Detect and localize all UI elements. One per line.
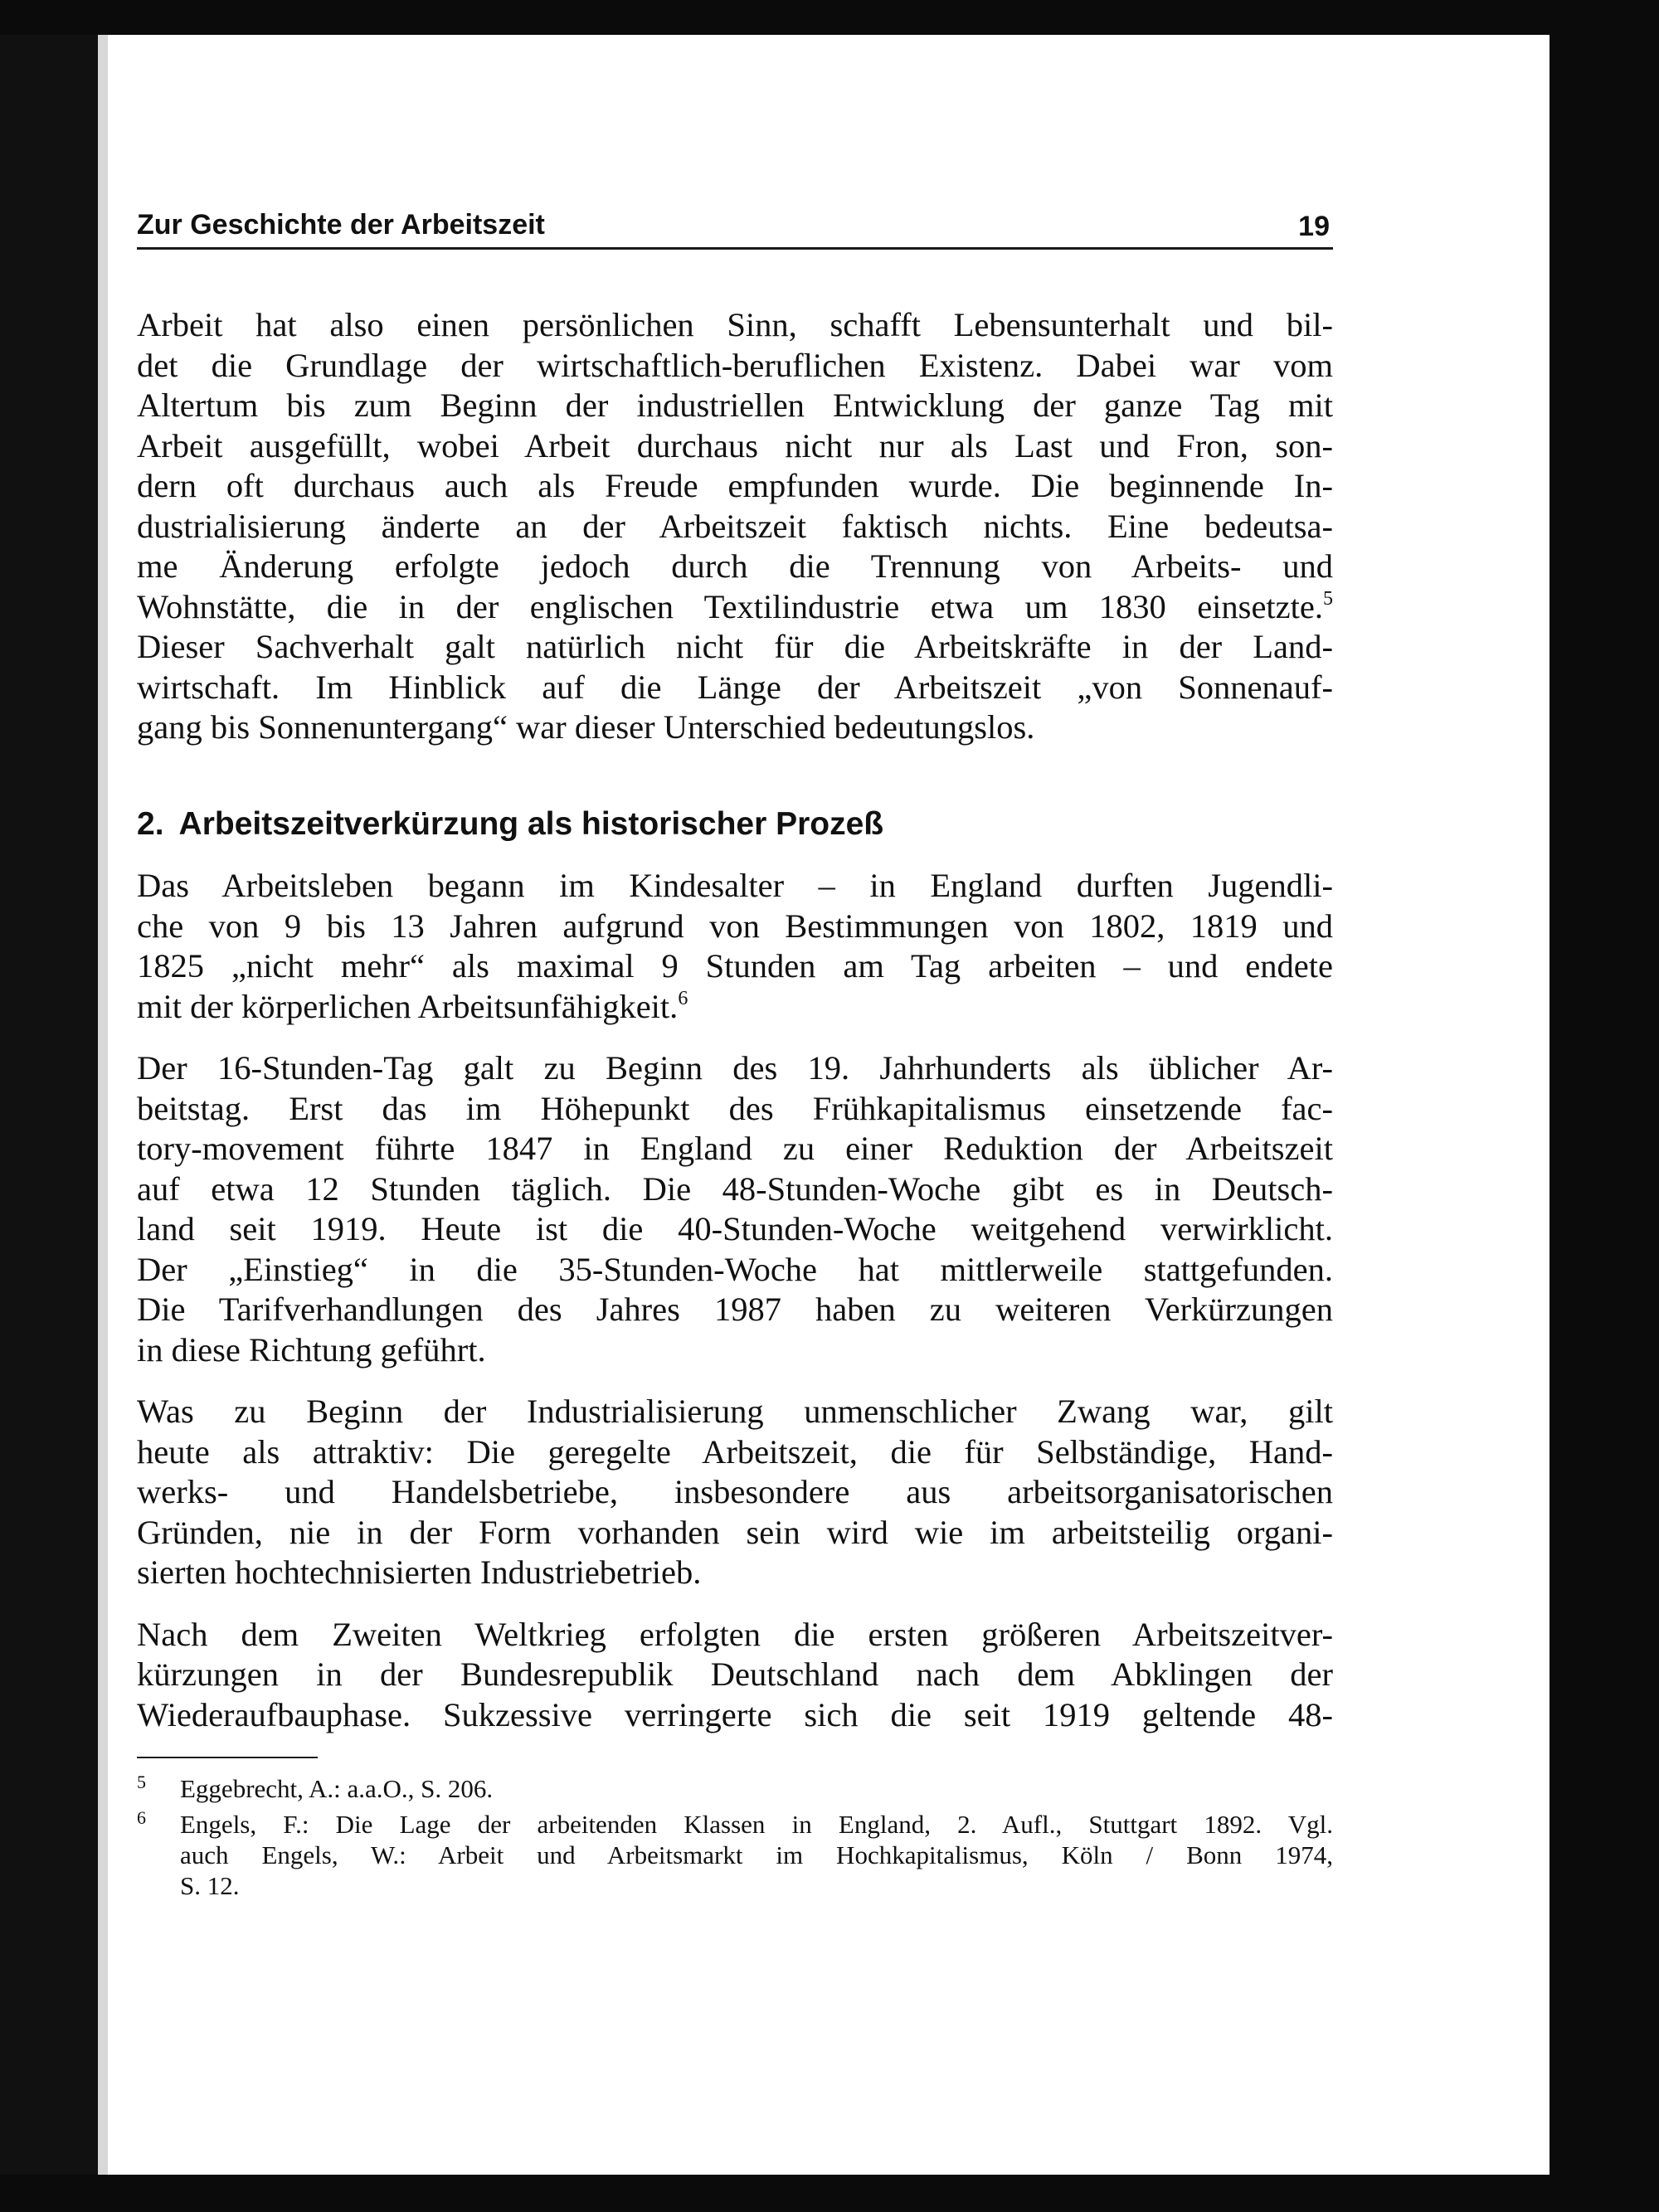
footnote-line: auch Engels, W.: Arbeit und Arbeitsmarkt im Hochkapitalismus, Köln / Bonn 1974, (180, 1840, 1333, 1869)
text-line: heute als attraktiv: Die geregelte Arbeitszeit, die für Selbständige, Hand- (137, 1432, 1333, 1471)
footnote-line: Eggebrecht, A.: a.a.O., S. 206. (180, 1774, 494, 1803)
section-title: Arbeitszeitverkürzung als historischer Prozeß (178, 805, 884, 842)
text-line: me Änderung erfolgte jedoch durch die Trennung von Arbeits- und (137, 547, 1333, 585)
text-line: Dieser Sachverhalt galt natürlich nicht für die Arbeitskräfte in der Land- (137, 628, 1333, 665)
footnote-6 (137, 1809, 1333, 1901)
text-line: dustrialisierung änderte an der Arbeitszeit faktisch nichts. Eine bedeutsa- (137, 507, 1333, 545)
paragraph-5 (137, 1615, 1333, 1736)
text-line: 1825 „nicht mehr“ als maximal 9 Stunden am Tag arbeiten – und endete (137, 947, 1333, 984)
paragraph-4 (137, 1392, 1333, 1593)
footnote-line: S. 12. (180, 1871, 240, 1900)
text-line: wirtschaft. Im Hinblick auf die Länge der Arbeitszeit „von Sonnenauf- (137, 668, 1333, 706)
footnotes (137, 1773, 1333, 1906)
text-line: Die Tarifverhandlungen des Jahres 1987 haben zu weiteren Verkürzungen (137, 1291, 1333, 1328)
text-line: Nach dem Zweiten Weltkrieg erfolgten die ersten größeren Arbeitszeitver- (137, 1615, 1333, 1653)
footnote-divider (137, 1757, 318, 1758)
text-line: Arbeit hat also einen persönlichen Sinn, schafft Lebensunterhalt und bil- (137, 306, 1333, 343)
text-line: Der „Einstieg“ in die 35-Stunden-Woche hat mittlerweile stattgefunden. (137, 1250, 1333, 1288)
footnote-ref-5[interactable]: 5 (1323, 587, 1333, 610)
text-line: Der 16-Stunden-Tag galt zu Beginn des 19. Jahrhunderts als üblicher Ar- (137, 1049, 1333, 1087)
text-fragment: mit der körperlichen Arbeitsunfähigkeit. (137, 987, 679, 1025)
text-line: sierten hochtechnisierten Industriebetrieb. (137, 1553, 702, 1591)
text-line: gang bis Sonnenuntergang“ war dieser Unterschied bedeutungslos. (137, 708, 1035, 746)
text-line: beitstag. Erst das im Höhepunkt des Frühkapitalismus einsetzende fac- (137, 1089, 1333, 1127)
text-line: tory-movement führte 1847 in England zu einer Reduktion der Arbeitszeit (137, 1130, 1333, 1167)
text-line: che von 9 bis 13 Jahren aufgrund von Bestimmungen von 1802, 1819 und (137, 907, 1333, 945)
text-line: dern oft durchaus auch als Freude empfunden wurde. Die beginnende In- (137, 467, 1333, 504)
footnote-line: Engels, F.: Die Lage der arbeitenden Klassen in England, 2. Aufl., Stuttgart 1892. Vgl. (180, 1810, 1333, 1839)
footnote-mark: 5 (137, 1772, 146, 1792)
running-title: Zur Geschichte der Arbeitszeit (137, 209, 545, 241)
footnote-mark: 6 (137, 1807, 146, 1828)
paragraph-2 (137, 866, 1333, 1027)
body-text (137, 305, 1333, 1757)
page-number: 19 (1298, 211, 1330, 242)
text-line: det die Grundlage der wirtschaftlich-beruflichen Existenz. Dabei war vom (137, 346, 1333, 384)
text-line: auf etwa 12 Stunden täglich. Die 48-Stunden-Woche gibt es in Deutsch- (137, 1169, 1333, 1208)
text-line: Altertum bis zum Beginn der industriellen Entwicklung der ganze Tag mit (137, 386, 1333, 424)
paragraph-3 (137, 1048, 1333, 1370)
text-fragment: Wohnstätte, die in der englischen Textilindustrie etwa um 1830 einsetzte. (137, 587, 1323, 625)
text-line: land seit 1919. Heute ist die 40-Stunden-Woche weitgehend verwirklicht. (137, 1210, 1333, 1247)
text-line (137, 587, 1333, 628)
section-number: 2. (137, 805, 164, 842)
text-line: Arbeit ausgefüllt, wobei Arbeit durchaus nicht nur als Last und Fron, son- (137, 426, 1333, 464)
running-header (137, 207, 1333, 250)
scan-edge (0, 35, 98, 2175)
section-heading (137, 805, 1333, 845)
text-line: Das Arbeitsleben begann im Kindesalter – in England durften Jugendli- (137, 867, 1333, 904)
footnote-5 (137, 1773, 1333, 1804)
footnote-ref-6[interactable]: 6 (678, 987, 688, 1009)
text-line: Wiederaufbauphase. Sukzessive verringerte sich die seit 1919 geltende 48- (137, 1695, 1333, 1733)
text-line: werks- und Handelsbetriebe, insbesondere aus arbeitsorganisatorischen (137, 1473, 1333, 1510)
text-line: Was zu Beginn der Industrialisierung unmenschlicher Zwang war, gilt (137, 1393, 1333, 1430)
text-line (137, 987, 1333, 1028)
text-line: kürzungen in der Bundesrepublik Deutschland nach dem Abklingen der (137, 1655, 1333, 1693)
paragraph-1 (137, 305, 1333, 748)
text-line: in diese Richtung geführt. (137, 1330, 486, 1369)
text-line: Gründen, nie in der Form vorhanden sein wird wie im arbeitsteilig organi- (137, 1513, 1333, 1551)
